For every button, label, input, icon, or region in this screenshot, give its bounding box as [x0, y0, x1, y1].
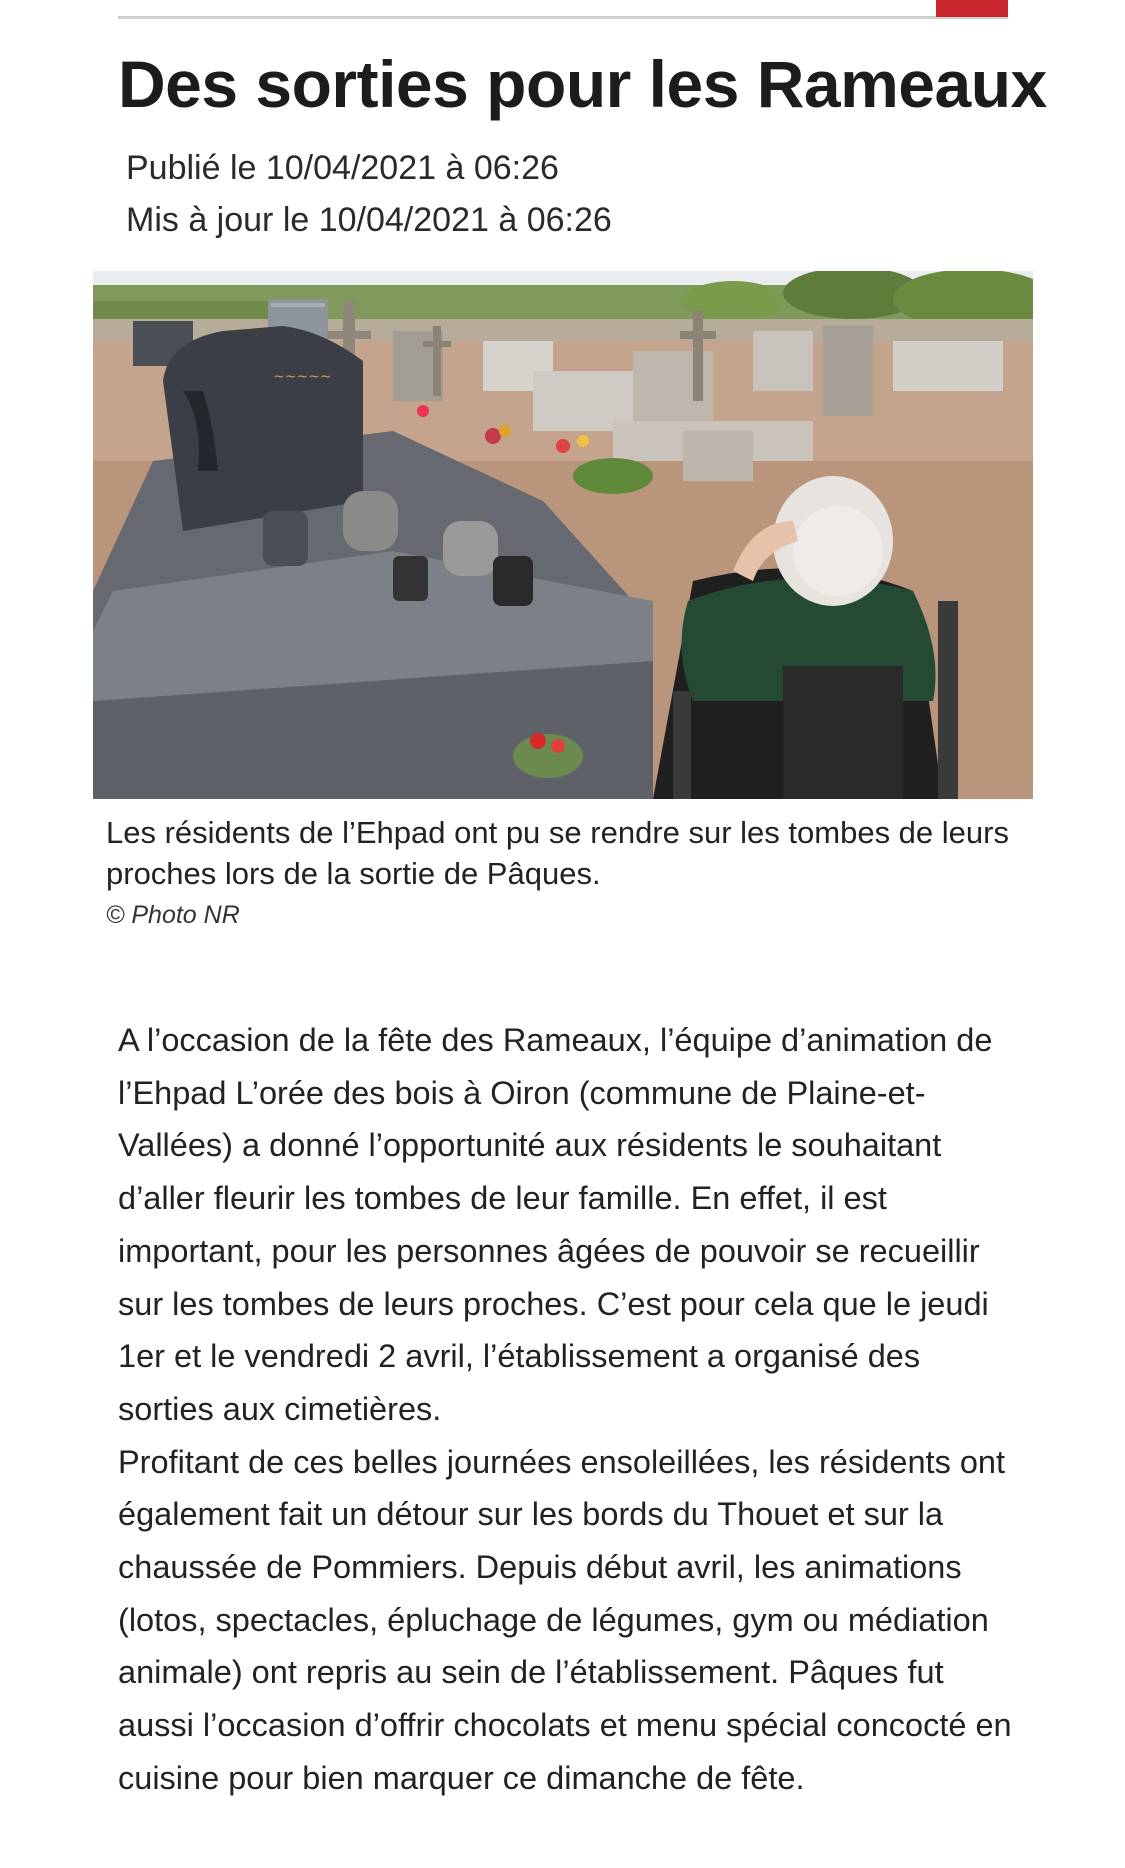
updated-date: Mis à jour le 10/04/2021 à 06:26	[126, 201, 612, 239]
published-date: Publié le 10/04/2021 à 06:26	[126, 149, 559, 187]
article-photo	[93, 271, 1033, 799]
svg-text:~~~~~: ~~~~~	[273, 369, 332, 385]
article-title: Des sorties pour les Rameaux	[118, 47, 1047, 121]
cemetery-photo-illustration	[93, 271, 1033, 799]
article-body	[118, 1014, 1018, 1805]
section-accent-bar	[936, 0, 1008, 17]
body-paragraph: Profitant de ces belles journées ensoleillées, les résidents ont également fait un détour sur les bords du Thouet et sur la chaussée de Pommiers. Depuis début avril, les animations (lotos, spectacles, épluchage de légumes, gym ou médiation animale) ont repris au sein de l’établissement. Pâques fut aussi l’occasion d’offrir chocolats et menu spécial concocté en cuisine pour bien marquer ce dimanche de fête.	[118, 1443, 1012, 1796]
photo-caption: Les résidents de l’Ehpad ont pu se rendre sur les tombes de leurs proches lors de la sortie de Pâques.	[106, 815, 1009, 891]
body-paragraph: A l’occasion de la fête des Rameaux, l’équipe d’animation de l’Ehpad L’orée des bois à Oiron (commune de Plaine-et-Vallées) a donné l’opportunité aux résidents le souhaitant d’aller fleurir les tombes de leur famille. En effet, il est important, pour les personnes âgées de pouvoir se recueillir sur les tombes de leurs proches. C’est pour cela que le jeudi 1er et le vendredi 2 avril, l’établissement a organisé des sorties aux cimetières.	[118, 1022, 993, 1427]
top-divider	[118, 16, 1008, 19]
photo-credit: © Photo NR	[106, 901, 240, 929]
